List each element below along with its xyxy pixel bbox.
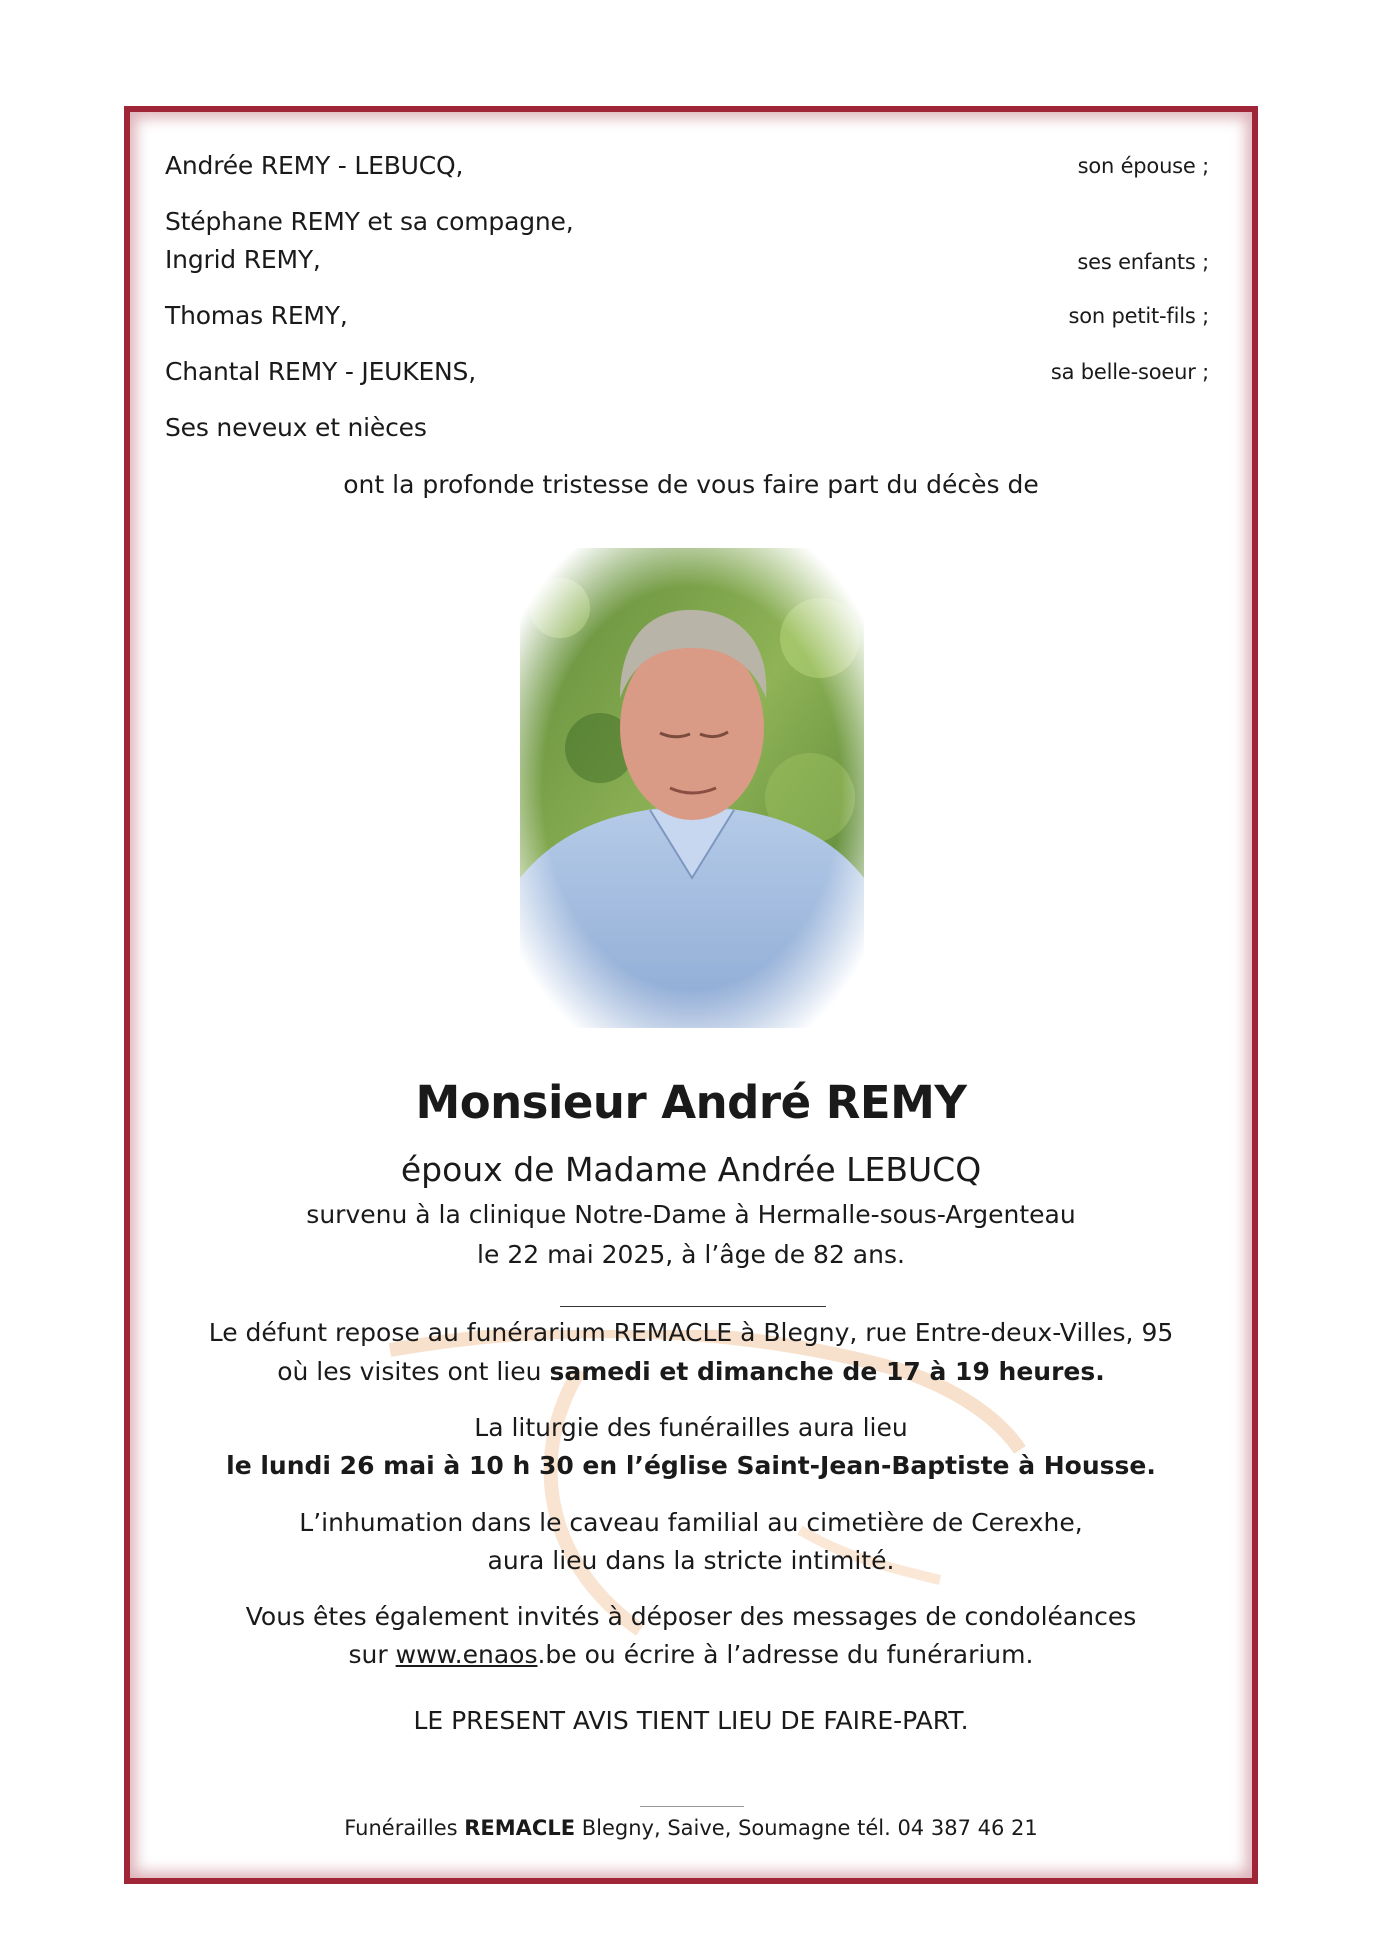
notice-text: LE PRESENT AVIS TIENT LIEU DE FAIRE-PART. [413, 1706, 969, 1735]
condolences-text: Vous êtes également invités à déposer des messages de condoléances [245, 1602, 1137, 1631]
family-name: Ingrid REMY, [165, 245, 321, 274]
footer-divider [640, 1806, 744, 1807]
family-name: Thomas REMY, [165, 301, 348, 330]
visiting-hours-prefix: où les visites ont lieu [277, 1357, 550, 1386]
family-relation: son épouse ; [1077, 154, 1209, 178]
family-name: Ses neveux et nièces [165, 413, 427, 442]
burial-text-2: aura lieu dans la stricte intimité. [487, 1546, 895, 1575]
enaos-link[interactable]: www.enaos [395, 1640, 538, 1669]
footer-prefix: Funérailles [344, 1816, 465, 1840]
family-name: Andrée REMY - LEBUCQ, [165, 151, 464, 180]
deceased-spouse: époux de Madame Andrée LEBUCQ [400, 1150, 982, 1189]
family-name: Stéphane REMY et sa compagne, [165, 207, 574, 236]
funeral-home-text: Le défunt repose au funérarium REMACLE à Blegny, rue Entre-deux-Villes, 95 [208, 1318, 1174, 1347]
condolences-link-line [130, 1640, 1252, 1669]
deceased-name: Monsieur André REMY [415, 1076, 967, 1129]
family-name: Chantal REMY - JEUKENS, [165, 357, 476, 386]
footer-brand: REMACLE [464, 1816, 576, 1840]
death-date: le 22 mai 2025, à l’âge de 82 ans. [477, 1240, 905, 1269]
visiting-hours-times: samedi et dimanche de 17 à 19 heures. [549, 1357, 1105, 1386]
visiting-hours [130, 1357, 1252, 1386]
family-relation: sa belle-soeur ; [1050, 360, 1209, 384]
liturgy-text: La liturgie des funérailles aura lieu [474, 1413, 908, 1442]
death-place: survenu à la clinique Notre-Dame à Hermalle-sous-Argenteau [306, 1200, 1076, 1229]
announcement-intro: ont la profonde tristesse de vous faire part du décès de [343, 470, 1039, 499]
portrait-photo [520, 548, 864, 1028]
family-relation: ses enfants ; [1077, 250, 1209, 274]
footer [130, 1816, 1252, 1840]
divider [560, 1306, 826, 1307]
condolences-prefix: sur [348, 1640, 396, 1669]
liturgy-datetime: le lundi 26 mai à 10 h 30 en l’église Saint-Jean-Baptiste à Housse. [226, 1451, 1156, 1480]
family-relation: son petit-fils ; [1068, 304, 1209, 328]
footer-contact: Blegny, Saive, Soumagne tél. 04 387 46 21 [575, 1816, 1038, 1840]
burial-text-1: L’inhumation dans le caveau familial au cimetière de Cerexhe, [299, 1508, 1083, 1537]
condolences-suffix: .be ou écrire à l’adresse du funérarium. [537, 1640, 1034, 1669]
